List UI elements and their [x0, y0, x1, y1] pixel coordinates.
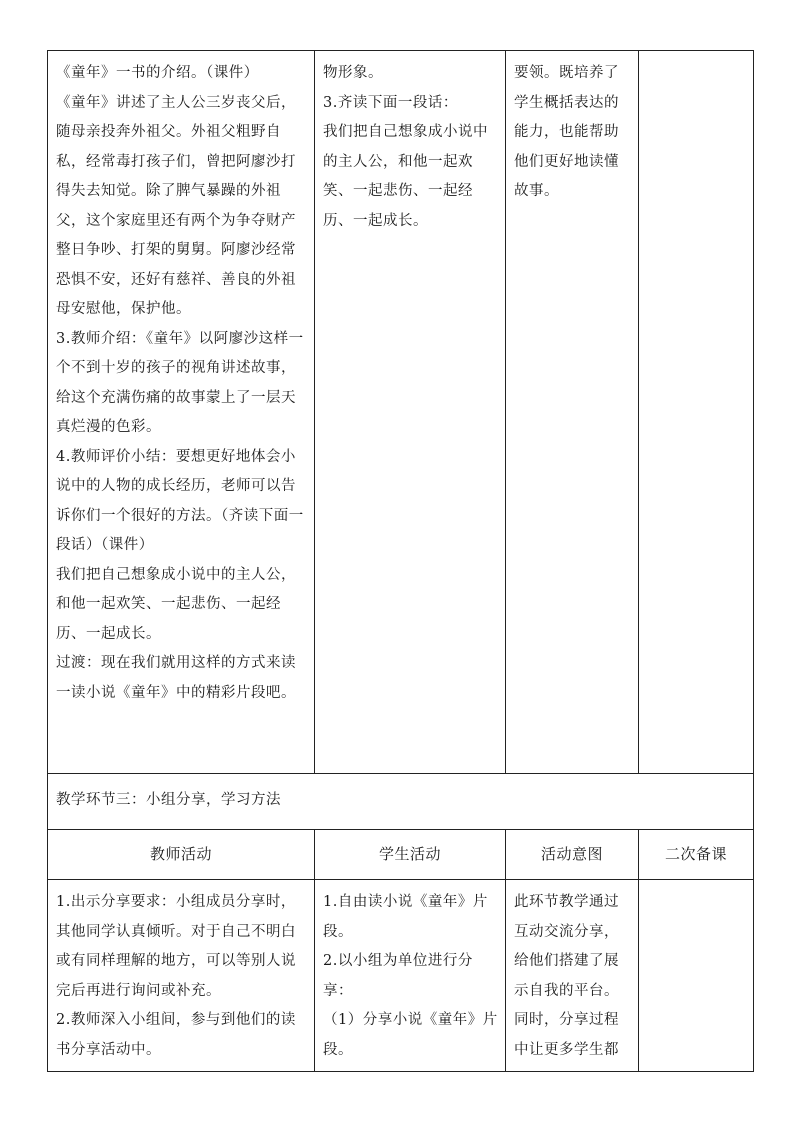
student-activity-cell — [315, 51, 506, 774]
paragraph: 物形象。 — [323, 65, 383, 81]
lesson-plan-table — [47, 50, 754, 1072]
paragraph: 2.以小组为单位进行分享： — [323, 953, 473, 999]
header-row — [48, 829, 754, 880]
paragraph: 4.教师评价小结：要想更好地体会小说中的人物的成长经历，老师可以告诉你们一个很好的方法。（齐读下面一段话）（课件） — [56, 448, 304, 553]
paragraph: （1）分享小说《童年》片段。 — [323, 1012, 498, 1058]
table-row — [48, 51, 754, 774]
paragraph: 此环节教学通过互动交流分享，给他们搭建了展示自我的平台。同时，分享过程中让更多学生都 — [514, 894, 619, 1058]
paragraph: 要领。既培养了学生概括表达的能力，也能帮助他们更好地读懂故事。 — [514, 65, 619, 199]
table-row — [48, 880, 754, 1072]
paragraph: 过渡：现在我们就用这样的方式来读一读小说《童年》中的精彩片段吧。 — [56, 655, 296, 701]
paragraph: 我们把自己想象成小说中的主人公，和他一起欢笑、一起悲伤、一起经历、一起成长。 — [56, 566, 296, 642]
paragraph: 3.教师介绍：《童年》以阿廖沙这样一个不到十岁的孩子的视角讲述故事，给这个充满伤痛的故事蒙上了一层天真烂漫的色彩。 — [56, 330, 304, 435]
paragraph: 3.齐读下面一段话： — [323, 94, 458, 111]
header-student-activity: 学生活动 — [315, 829, 506, 880]
teacher-activity-cell — [48, 880, 315, 1072]
paragraph: 《童年》一书的介绍。（课件） — [56, 65, 259, 81]
header-teacher-activity: 教师活动 — [48, 829, 315, 880]
header-activity-intent: 活动意图 — [506, 829, 639, 880]
paragraph: 1.出示分享要求：小组成员分享时，其他同学认真倾听。对于自己不明白或有同样理解的地方，可以等别人说完后再进行询问或补充。 — [56, 894, 296, 999]
notes-cell — [639, 51, 754, 774]
intent-cell — [506, 51, 639, 774]
paragraph: 2.教师深入小组间，参与到他们的读书分享活动中。 — [56, 1012, 296, 1058]
teacher-activity-cell — [48, 51, 315, 774]
paragraph: 1.自由读小说《童年》片段。 — [323, 894, 488, 940]
paragraph: 我们把自己想象成小说中的主人公，和他一起欢笑、一起悲伤、一起经历、一起成长。 — [323, 124, 488, 229]
section-title: 教学环节三：小组分享，学习方法 — [48, 774, 754, 830]
intent-cell — [506, 880, 639, 1072]
paragraph: 《童年》讲述了主人公三岁丧父后，随母亲投奔外祖父。外祖父粗野自私，经常毒打孩子们，曾把阿廖沙打得失去知觉。除了脾气暴躁的外祖父，这个家庭里还有两个为争夺财产整日争吵、打架的舅舅。阿廖沙经常恐惧不安，还好有慈祥、善良的外祖母安慰他，保护他。 — [56, 94, 296, 317]
notes-cell — [639, 880, 754, 1072]
student-activity-cell — [315, 880, 506, 1072]
section-row — [48, 774, 754, 830]
header-secondary-prep: 二次备课 — [639, 829, 754, 880]
